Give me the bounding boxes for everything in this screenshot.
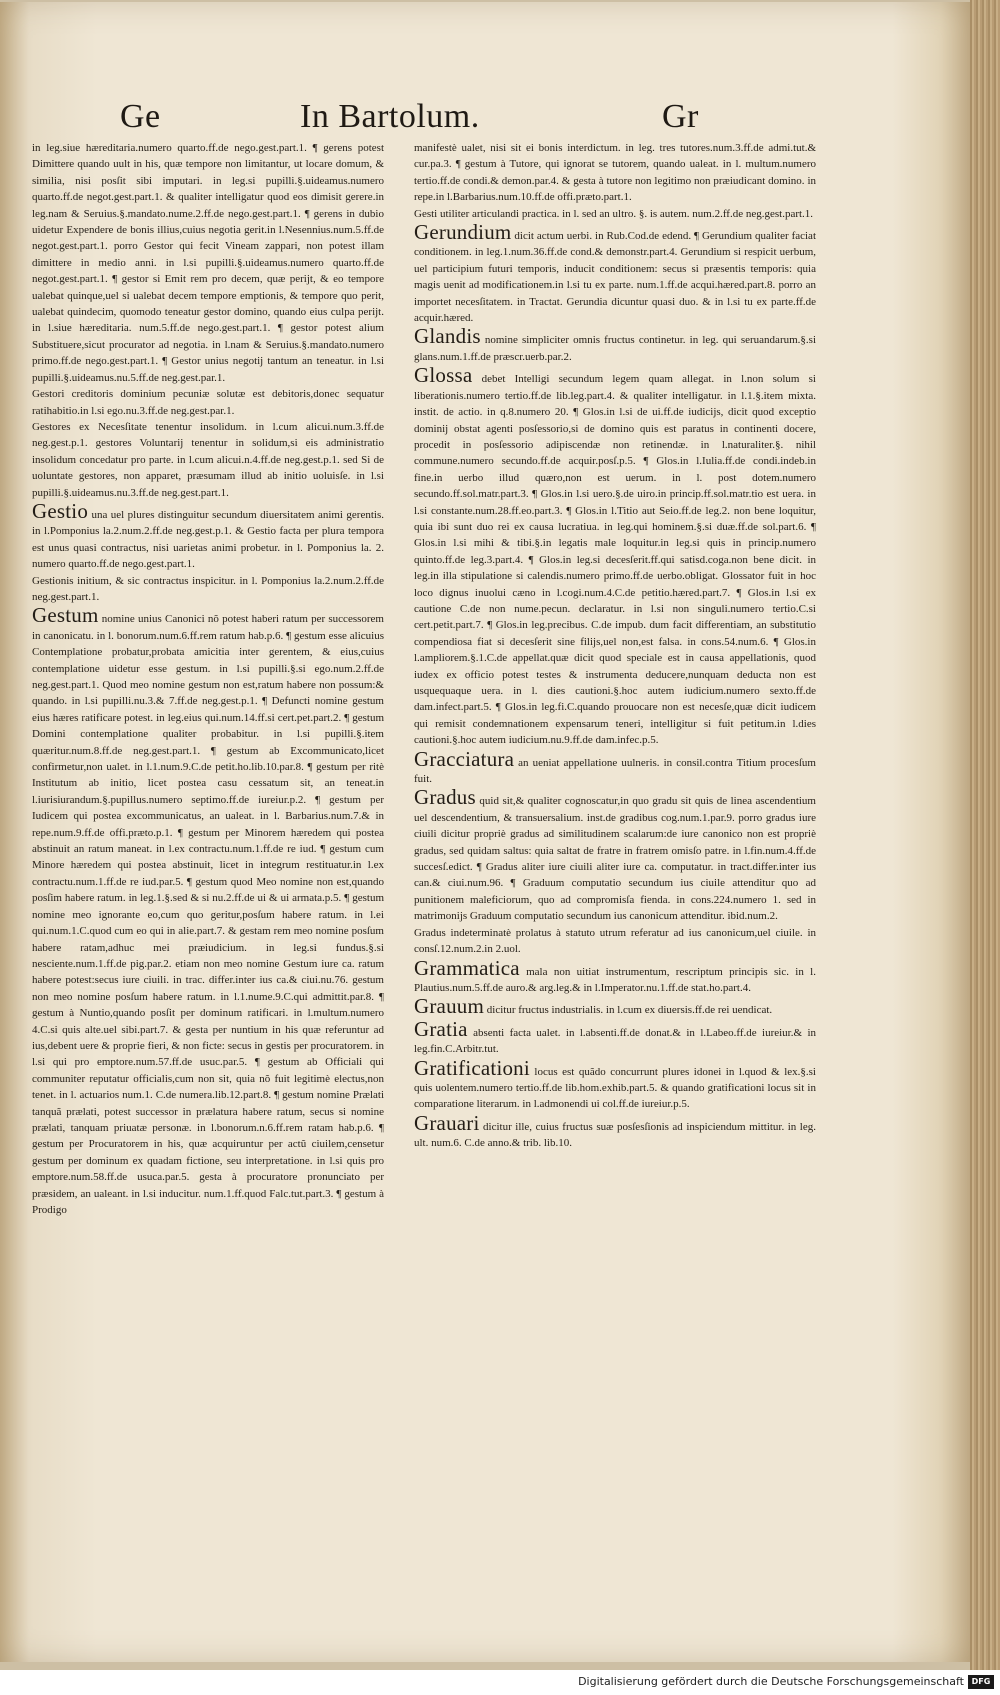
page-edges — [970, 0, 1000, 1670]
header-left-guide-word: Ge — [120, 98, 161, 135]
index-entry — [32, 140, 384, 386]
index-entry — [414, 1016, 816, 1058]
dfg-logo: DFG — [968, 1675, 994, 1689]
entry-text: in leg.siue hæreditaria.numero quarto.ff.de nego.gest.part.1. ¶ gerens potest Dimittere quando uult in his, quæ tempore non limitantur, ut locare domum, & similia, nisi posſit sibi imputari. in leg.si pupilli.§.uideamus.numero quarto.ff.de negot.gest.part.1. & qualiter intelligatur quod eos dimisit gerere.in leg.nam & Seruius.§.mandato.nume.2.ff.de nego.gest.part.1. ¶ gerens in dubio uidetur Expendere de bonis illius,cuius negotia gerit.in l.Nesennius.num.5.ff.de negot.gest.part.1. porro Gestor qui fecit Vineam zappari, non potest illam dimittere in medio anni. in l.si pupilli.§.uideamus.numero quarto.ff.de negot.gest.part.1. ¶ gestor si Emit rem pro decem, quæ perijt, & eo tempore ualebat quinque,uel si ualebat decem tempore emptionis, & tempore quo perit, ualebat quindecim, quomodo teneatur gestor domino, quando eius culpa perijt. in l.siue hæreditaria. num.5.ff.de nego.gest.part.1. ¶ gestor potest alium Substituere,sicut procurator ad negotia. in l.nam & Seruius.§.mandato.numero primo.ff.de nego.gest.part.1. ¶ Gestor unius negotij tantum an teneatur. in l.si pupilli.§.uideamus.nu.5.ff.de neg.gest.par.1. — [32, 142, 384, 384]
entry-text: dicit actum uerbi. in Rub.Cod.de edend. ¶ Gerundium qualiter faciat conditionem. in leg.1.num.36.ff.de cond.& demonstr.part.4. Gerundium si respicit uerbum, uel participium futuri temporis, inducit conditionem: secus si præsentis temporis: quia magis uenit ad modificationem.in l.si tu ex parte. num.1.ff.de acqui.hæred.part.8. porro an importet necesſitatem. in Tractat. Gerundia dicuntur quasi duo. & in l.si tu ex parte.ff.de acquir.hæred. — [414, 230, 816, 325]
index-entry — [32, 419, 384, 501]
entry-headword: Grauari — [414, 1110, 480, 1135]
entry-text: absenti facta ualet. in l.absenti.ff.de donat.& in l.Labeo.ff.de iureiur.& in leg.fin.C.Arbitr.tut. — [414, 1026, 816, 1056]
entry-headword: Gracciatura — [414, 746, 515, 771]
index-entry — [414, 746, 816, 788]
right-column — [414, 140, 816, 1152]
entry-text: dicitur ille, cuius fructus suæ posſesſionis ad inspiciendum mittitur. in leg. ult. num.6. C.de anno.& trib. lib.10. — [414, 1120, 816, 1150]
index-entry — [414, 365, 816, 748]
entry-headword: Gestum — [32, 603, 99, 628]
entry-headword: Glandis — [414, 324, 481, 349]
entry-text: nomine simpliciter omnis fructus continetur. in leg. qui seruandarum.§.si glans.num.1.ff.de præscr.uerb.par.2. — [414, 334, 816, 363]
entry-text: Gradus indeterminatè prolatus à statuto utrum referatur ad ius canonicum,uel ciuile. in consſ.12.num.2.in 2.uol. — [414, 926, 816, 956]
entry-text: debet Intelligi secundum legem quam allegat. in l.non solum si liberationis.numero tertio.ff.de lib.leg.part.4. & qualiter intelligatur. in l.1.§.item mixta. instit. de actio. in q.8.numero 20. ¶ Glos.in l.si de ui.ff.de iudicijs, dicit quod exceptio dominij obstat agenti posſessorio,si de domino quis est paratus in continenti docere, procedit in posſessorio adipiscendæ non retinendæ. in l.naturaliter.§. nihil commune.numero secundo.ff.de acquir.posſ.p.5. ¶ Glos.in l.Iulia.ff.de condi.indeb.in fine.in uerbo illud quæro,non est uerum. in l. post dotem.numero secundo.ff.sol.matr.part.3. ¶ Glos.in l.si uero.§.de uiro.in princip.ff.sol.matr.tio est uera. in l.si constante.num.28.ff.eo.part.3. ¶ Glos.in l.Titio aut Seio.ff.de leg.2. non bene loquitur, quia ibi sunt duo rei ex causa lucratiua. in leg.qui hominem.§.si duæ.ff.de sol.part.6. ¶ Glos.in l.si mihi & tibi.§.in legatis male loquitur.in leg.si quis in princip.numero quinto.ff.de leg.3.part.4. ¶ Glos.in leg.si decesſerit.ff.qui satisd.coga.non bene dicit. in leg.in illa stipulatione si calendis.numero primo.ff.de uerbo.obligat. Glossator fuit in hoc loco dignus inuolui cæno in l.cogi.num.4.C.de petitio.hæred.part.7. ¶ Glos.in l.si ex cautione C.de non nume.pecun. declaratur. in l.si non singuli.numero tertio.C.si cert.petit.part.7. ¶ Glos.in leg.precibus. C.de impub. dum facit differentiam, an substitutio compendiosa fiat si decesſerit sine filijs,uel non,est falsa. in cons.54.num.6. ¶ Glos.in l.ampliorem.§.1.C.de appellat.quæ dicit quod speciale est in causa appellationis, quod iudex ex officio potest testes & instrumenta deducere,nunquam deducta non est usquequaque uera. in l. dies cautioni.§.hoc autem iudicium.numero sexto.ff.de dam.infect.part.5. ¶ Glos.in leg.fi.C.quando prouocare non est necesſe,quæ dicit iudicem qui remisit condemnationem expensarum teneri, intelligitur si fuit petitum.in l.dies cautioni.§.hoc autem iudicium.nu.9.ff.de dam.infec.p.5. — [414, 373, 816, 747]
entry-headword: Gradus — [414, 785, 476, 810]
page-title: In Bartolum. — [300, 98, 480, 135]
index-entry — [414, 925, 816, 958]
index-entry — [414, 955, 816, 997]
index-entry — [32, 498, 384, 573]
footer-credit: Digitalisierung gefördert durch die Deutsche Forschungsgemeinschaft — [578, 1675, 964, 1688]
book-page — [0, 2, 970, 1662]
index-entry — [414, 222, 816, 326]
entry-text: Gestores ex Necesſitate tenentur insolidum. in l.cum alicui.num.3.ff.de neg.gest.p.1. gestores Voluntarij tenentur in solidum,si eis administratio insolidum concedatur pro parte. in l.cum alicui.n.4.ff.de neg.gest.p.1. sed Si de uoluntate gestores, non apparet, præsumam illud ab initio uoluisſe. in l.si pupilli.§.uideamus.nu.3.ff.de neg.gest.part.1. — [32, 420, 384, 499]
entry-headword: Gerundium — [414, 220, 512, 245]
entry-headword: Gratificationi — [414, 1055, 530, 1080]
entry-headword: Glossa — [414, 363, 473, 388]
running-header — [0, 98, 970, 138]
entry-text: an ueniat appellatione uulneris. in consil.contra Titium procesſum fuit. — [414, 756, 816, 786]
index-entry — [414, 140, 816, 206]
entry-text: nomine unius Canonici nõ potest haberi ratum per successorem in canonicatu. in l. bonorum.num.6.ff.rem ratum hab.p.6. ¶ gestum esse alicuius Contemplatione probatur,probata amicitia inter gerentem, & eius,cuius contemplatione uidetur esse gestum. in l.si pupilli.§.si ego.num.2.ff.de neg.gest.part.1. Quod meo nomine gestum non est,ratum habere non possum:& quando. in l.si pupilli.nu.3.& 7.ff.de neg.gest.p.1. ¶ Defuncti nomine gestum eius hæres ratificare potest. in leg.eius qui.num.14.ff.si cert.pet.part.2. ¶ gestum Domini contemplatione qualiter probabitur. in l.si pupilli.§.item quæritur.num.8.ff.de neg.gest.part.1. ¶ gestum ab Excommunicato,licet confirmetur,non ualet. in l.1.num.9.C.de petit.ho.lib.10.par.8. ¶ gestum per ritè Institutum ab initio, licet postea casu cessatum sit, an teneat.in l.iurisiurandum.§.pupillus.numero septimo.ff.de iureiur.p.2. ¶ gestum per Iudicem qui postea excommunicatus, an ualeat. in l. Barbarius.num.7.& in repe.num.9.ff.de offi.præto.p.1. ¶ gestum per Minorem hæredem qui postea abstinuit an ratum maneat. in l.ex contractu.num.1.ff.de re iud. ¶ gestum cum Minore hæredem qui postea abstinuit, licet in integrum restituatur.in l.ex contractu.num.1.ff.de re iud.par.5. ¶ gestum quod Meo nomine non est,quando posſim habere ratum. in leg.1.§.sed & si nu.2.ff.de ui & ui armata.p.5. ¶ gestum nomine meo ignorante eo,cum quo geritur,posſum habere ratum. in l.ei qui.num.1.C.quod cum eo qui in alie.part.7. & gestam rem meo nomine posſum habere ratam,adhuc mei præiudicium. in leg.si fundus.§.si nesciente.num.1.ff.de pig.par.2. etiam non meo nomine Gestum iure ca. ratum habere potest:secus iure ciuili. in trac. differ.inter ius ca.& ciui.nu.76. gestum non meo nomine posſum habere ratum. in l.1.nume.9.C.qui admittit.par.8. ¶ gestum à Nuntio,quando posſit per dominum ratificari. in l.multum.numero 4.C.si quis alte.uel sibi.part.7. & gesta per nuntium in his quæ referuntur ad ius,debent uere & proprie fieri, & non ficte: secus in gestis per procuratorem. in l.si qui pro emptore.num.57.ff.de usuc.par.5. ¶ gestum ab Officiali qui communiter reputatur officialis,cum non sit, quia nõ fuit legitimè electus,non tenet. in l. actuarios num.1. C.de numera.lib.12.part.8. ¶ gestum nomine Prælati tanquã prælati, potest successor in prælatura habere ratum, secus si nomine prælati, tanquam priuatæ personæ. in l.bonorum.n.6.ff.rem ratam hab.p.6. ¶ gestum per Procuratorem in his, quæ acquiruntur per actũ ciuilem,censetur gestum per dominum ex quadam fictione, seu interpretatione. in l.si quis pro emptore.num.58.ff.de usuca.par.5. gesta à procuratore pronunciato per præsidem, an ualeant. in l.si inducitur. num.1.ff.quod Falc.tut.part.3. ¶ gestum à Prodigo — [32, 613, 384, 1216]
entry-text: Gestionis initium, & sic contractus inspicitur. in l. Pomponius la.2.num.2.ff.de neg.gest.part.1. — [32, 574, 384, 603]
header-right-guide-word: Gr — [662, 98, 699, 135]
entry-text: locus est quãdo concurrunt plures idonei in l.quod & lex.§.si quis uolentem.numero tertio.ff.de lib.hom.exhib.part.5. & quando gratificationi locus sit in comparatione literarum. in l.admonendi ui col.ff.de iureiur.p.5. — [414, 1065, 816, 1111]
index-entry — [32, 573, 384, 606]
index-entry — [414, 326, 816, 365]
entry-headword: Gestio — [32, 498, 89, 523]
index-entry — [414, 787, 816, 924]
entry-text: dicitur fructus industrialis. in l.cum ex diuersis.ff.de rei uendicat. — [484, 1004, 773, 1017]
entry-headword: Grauum — [414, 994, 485, 1019]
index-entry — [414, 1055, 816, 1113]
entry-headword: Grammatica — [414, 955, 520, 980]
entry-text: Gestori creditoris dominium pecuniæ solutæ est debitoris,donec sequatur ratihabitio.in l.si ego.nu.3.ff.de neg.gest.par.1. — [32, 388, 384, 417]
entry-text: una uel plures distinguitur secundum diuersitatem animi gerentis. in l.Pomponius la.2.num.2.ff.de neg.gest.p.1. & Gestio facta per plura tempora est unus quasi contractus, nisi uarietas animi probetur. in l. Pomponius la. 2. numero quarto.ff.de nego.gest.part.1. — [32, 508, 384, 571]
entry-text: quid sit,& qualiter cognoscatur,in quo gradu sit quis de linea ascendentium uel descendentium, & transuersalium. inst.de gradibus cog.num.1.par.9. porro gradus iure ciuili dicitur propriè gradus ad similitudinem scalarum:de iure canonico non est propriè gradus, sed quidam saltus: quia saltat de fratre in fratrem omisſo patre. in l.fin.num.4.ff.de succesſ.edict. ¶ Gradus aliter iure ciuili aliter iure ca. computatur. in tract.differ.inter ius can.& ciui.num.96. ¶ Graduum computatio secundum ius ciuile attenditur quo ad punitionem maleficiorum, quo ad compromisſa fienda. in cons.224.numero 1. sed in matrimonijs Graduum computatio secundum ius canonicum attenditur. ibid.num.2. — [414, 795, 816, 923]
left-column — [32, 140, 384, 1218]
index-entry — [414, 996, 816, 1018]
entry-headword: Gratia — [414, 1016, 468, 1041]
index-entry — [414, 1110, 816, 1152]
index-entry — [32, 605, 384, 1218]
entry-text: Gesti utiliter articulandi practica. in l. sed an ultro. §. is autem. num.2.ff.de neg.gest.part.1. — [414, 207, 814, 220]
index-entry — [32, 386, 384, 419]
entry-text: manifestè ualet, nisi sit ei bonis interdictum. in leg. tres tutores.num.3.ff.de admi.tut.& cur.pa.3. ¶ gestum à Tutore, qui ignorat se tutorem, quando ualeat. in l. multum.numero tertio.ff.de condi.& demon.par.4. & gesta à tutore non legitimo non præiudicant domino. in repe.in l.Barbarius.num.10.ff.de offi.præto.part.1. — [414, 142, 816, 204]
footer-bar — [0, 1670, 1000, 1695]
entry-text: mala non uitiat instrumentum, rescriptum principis sic. in l. Plautius.num.5.ff.de auro.& arg.leg.& in l.Imperator.nu.1.ff.de stat.ho.part.4. — [414, 965, 816, 994]
